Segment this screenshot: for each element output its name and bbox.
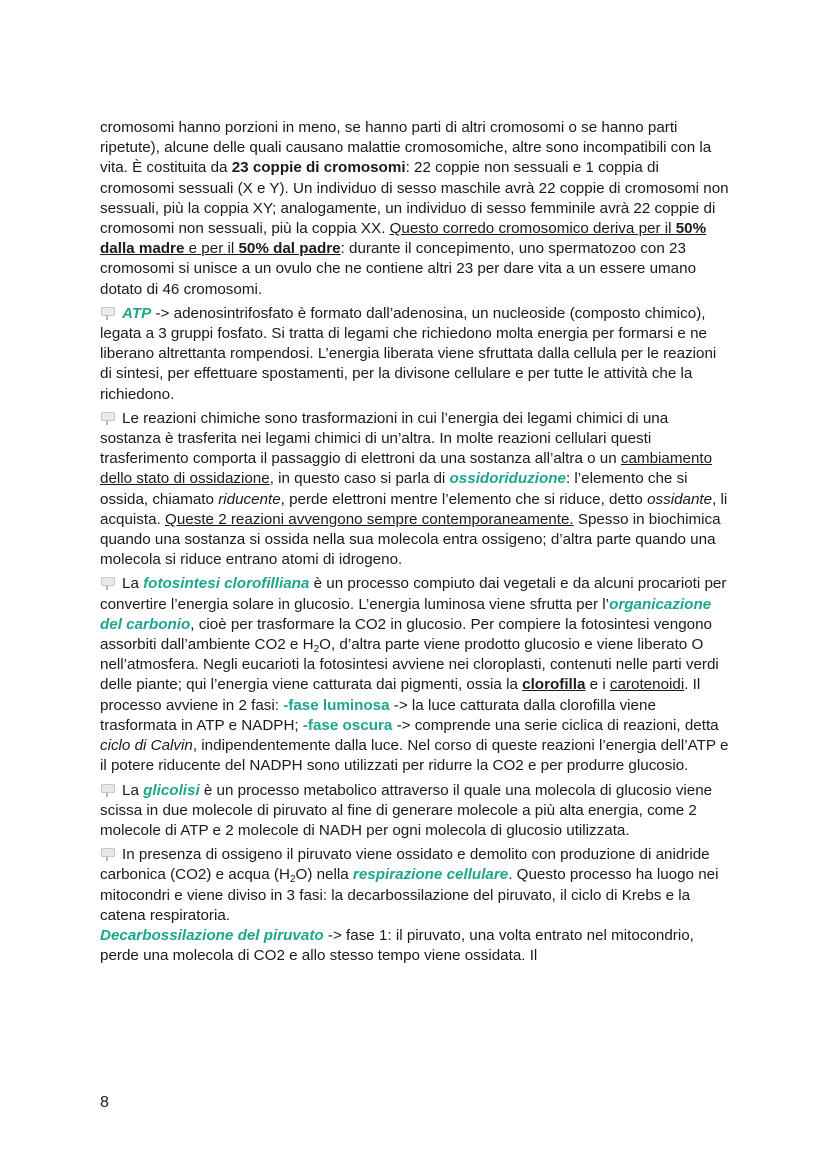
bold-text: 23 coppie di cromosomi [231,159,406,177]
text: La [122,575,144,593]
document-body [100,118,730,970]
pushpin-icon [100,575,114,590]
text: -> comprende una serie ciclica di reazioni, detta [392,716,719,734]
underlined-text: carotenoidi [609,676,685,694]
text: -> fase 1: il piruvato, una volta entrato nel mitocondrio, perde una molecola di CO2 e allo stesso tempo viene ossidata. Il [100,926,694,965]
pushpin-icon [100,305,114,320]
keyword-glicolisi: glicolisi [143,781,200,799]
bold-underlined-text: 50% dalla madre [100,220,707,258]
subscript: 2 [313,644,320,656]
text: -> adenosintrifosfato è formato dall’adenosina, un nucleoside (composto chimico), legata a 3 gruppi fosfato. Si tratta di legami che richiedono molta energia per formarsi e ne liberano altrettanta rompendosi. L’energia liberata viene sfruttata dalla cellula per le reazioni di sintesi, per effettuare spostamenti, per la divisone cellulare e per tutte le attività che la richiedono. [100,304,717,403]
text: , indipendentemente dalla luce. Nel corso di queste reazioni l’energia dell’ATP e il potere riducente del NADPH sono utilizzati per ridurre la CO2 e per produrre glucosio. [100,737,729,775]
text: O, d’altra parte viene prodotto glucosio e viene liberato O nell’atmosfera. Negli eucarioti la fotosintesi avviene nei cloroplasti, contenuti nelle parti verdi delle piante; qui l’energia viene catturata dai pigmenti, ossia la [100,636,719,694]
keyword-fase-luminosa: -fase luminosa [283,696,390,714]
text: : durante il concepimento, uno spermatozoo con 23 cromosomi si unisce a un ovulo che ne contiene altri 23 per dare vita a un essere umano dotato di 46 cromosomi. [100,240,697,298]
keyword-atp: ATP [122,304,152,322]
page-number: 8 [100,1094,109,1111]
keyword-fase-oscura: -fase oscura [302,716,393,734]
italic-text: ciclo di Calvin [100,737,193,755]
paragraph-glicolisi [100,781,730,842]
text: La [122,781,144,799]
paragraph-cromosomi [100,118,730,300]
text: : 22 coppie non sessuali e 1 coppia di cromosomi sessuali (X e Y). Un individuo di sesso maschile avrà 22 coppie di cromosomi non sessuali, più la coppia XY; analogamente, un individuo di sesso femminile avrà 22 coppie di cromosomi non sessuali, più la coppia XX. [100,159,729,238]
paragraph-reazioni-chimiche [100,409,730,571]
keyword-fotosintesi: fotosintesi clorofilliana [143,575,310,593]
underlined-text: Questo corredo cromosomico deriva per il [389,220,676,238]
underlined-text: e per il [184,240,239,258]
subscript: 2 [289,874,296,886]
text: , cioè per trasformare la CO2 in glucosio. Per compiere la fotosintesi vengono assorbiti dall’ambiente CO2 e H [100,615,712,654]
text: , li acquista. [100,490,728,528]
paragraph-fotosintesi [100,574,730,776]
underlined-text: cambiamento dello stato di ossidazione [100,450,713,488]
text: : l’elemento che si ossida, chiamato [100,470,688,508]
pushpin-icon [100,846,114,861]
pushpin-icon [100,782,114,797]
text: In presenza di ossigeno il piruvato viene ossidato e demolito con produzione di anidride carbonica (CO2) e acqua (H [100,846,710,884]
text: è un processo metabolico attraverso il quale una molecola di glucosio viene scissa in due molecole di piruvato al fine di generare molecole a più alta energia, come 2 molecole di ATP e 2 molecole di NADH per ogni molecola di glucosio utilizzata. [100,781,713,839]
text: , in questo caso si parla di [269,470,450,488]
italic-text: ossidante [647,490,713,508]
paragraph-atp [100,304,730,405]
underlined-text: Queste 2 reazioni avvengono sempre contemporaneamente. [165,510,574,528]
keyword-decarbossilazione: Decarbossilazione del piruvato [100,926,324,944]
paragraph-decarbossilazione [100,926,730,966]
text: Spesso in biochimica quando una sostanza si ossida nella sua molecola entra ossigeno; d’altra parte quando una molecola si riduce entrano atomi di idrogeno. [100,510,721,569]
keyword-respirazione-cellulare: respirazione cellulare [352,866,509,884]
text: Le reazioni chimiche sono trasformazioni in cui l’energia dei legami chimici di una sostanza è trasferita nei legami chimici di un’altra. In molte reazioni cellulari questi trasferimento comporta il passaggio di elettroni da una sostanza all’altra o un [100,409,669,468]
keyword-organicazione: organicazione del carbonio [100,595,712,633]
text: e i [585,676,610,694]
text: è un processo compiuto dai vegetali e da alcuni procarioti per convertire l’energia solare in glucosio. L’energia luminosa viene sfrutta per l’ [100,575,727,613]
text: -> la luce catturata dalla clorofilla viene trasformata in ATP e NADPH; [100,696,656,734]
pushpin-icon [100,410,114,425]
bold-underlined-text: clorofilla [522,676,586,694]
italic-text: riducente [218,490,281,508]
text: , perde elettroni mentre l’elemento che si riduce, detto [280,490,648,508]
text: cromosomi hanno porzioni in meno, se hanno parti di altri cromosomi o se hanno parti ripetute), alcune delle quali causano malattie cromosomiche, altre sono incompatibili con la vita. È costituita da [100,119,712,177]
keyword-ossidoriduzione: ossidoriduzione [449,470,566,488]
paragraph-respirazione [100,845,730,926]
text: . Questo processo ha luogo nei mitocondri e viene diviso in 3 fasi: la decarbossilazione del piruvato, il ciclo di Krebs e la catena respiratoria. [100,866,719,924]
text: O) nella [295,866,353,884]
bold-underlined-text: 50% dal padre [238,240,341,258]
text: . Il processo avviene in 2 fasi: [100,676,701,714]
